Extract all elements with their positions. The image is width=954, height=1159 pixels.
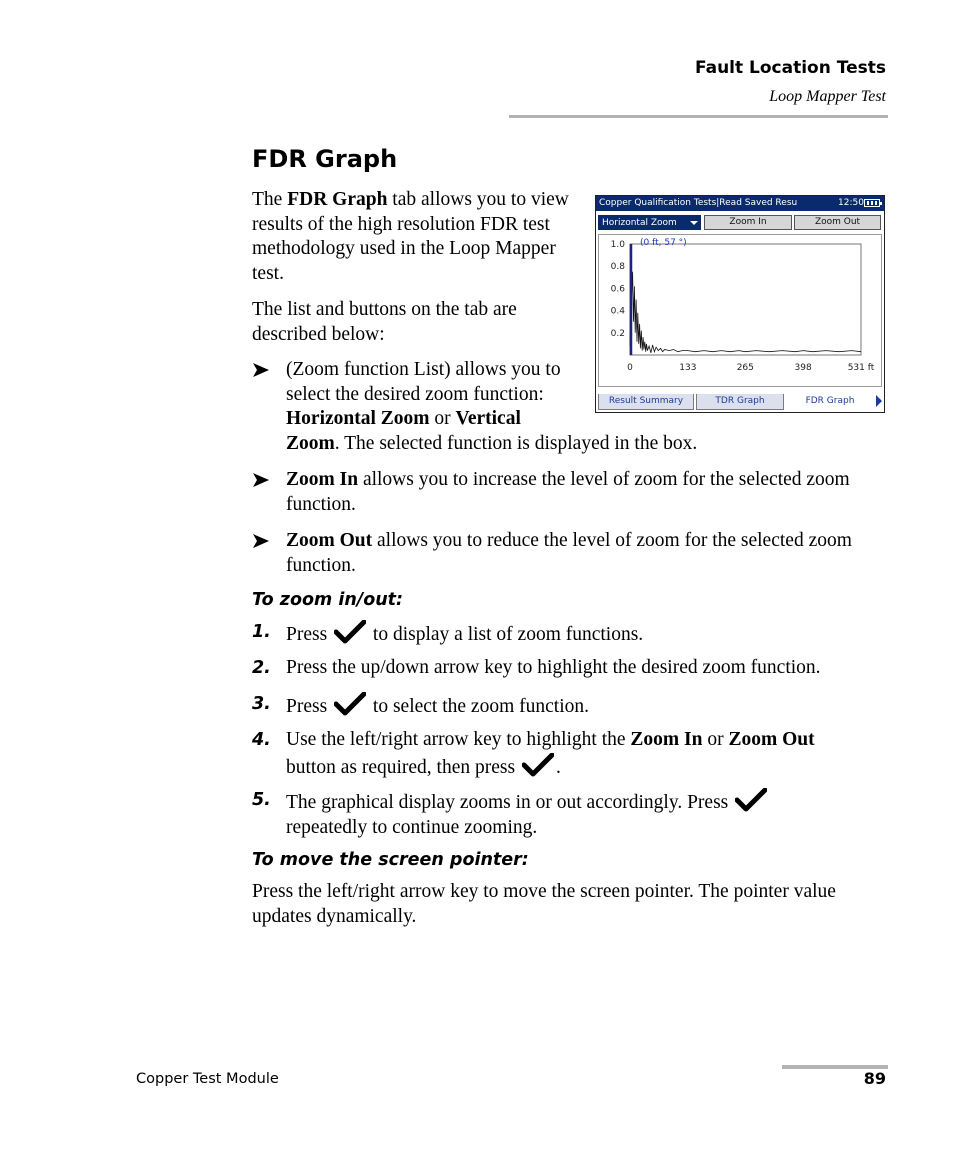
step-number: 3. [252,694,271,714]
bullet-bold: Vertical [455,408,521,429]
device-clock: 12:50 [838,198,864,208]
y-tick-label: 0.6 [610,284,625,295]
device-screenshot [595,195,885,413]
step-text: Press [286,624,333,645]
y-tick-label: 0.8 [610,262,625,273]
zoom-function-select[interactable] [598,215,701,230]
page-title: FDR Graph [252,145,398,173]
battery-icon [864,199,880,207]
dropdown-arrow-icon [690,221,698,225]
bullet-text: (Zoom function List) allows you to select the desired zoom function: [286,359,561,405]
tab-scroll-right-icon[interactable] [876,395,882,407]
section-subtitle: Loop Mapper Test [769,88,886,105]
device-tab-bar [596,392,884,412]
footer-product: Copper Test Module [136,1071,279,1087]
step-text: to select the zoom function. [368,696,589,717]
step-number: 2. [252,658,271,678]
pointer-readout: (0 ft, 57 °) [640,238,687,248]
zoom-in-button[interactable]: Zoom In [704,215,792,230]
step-text: Press the up/down arrow key to highlight the desired zoom function. [286,657,821,678]
tab-fdr-graph[interactable]: FDR Graph [786,394,874,410]
x-tick-label: 398 [794,363,812,373]
step-number: 4. [252,730,271,750]
step-number: 1. [252,622,271,642]
step-text: button as required, then press [286,756,520,778]
bullet-arrow-icon [252,362,270,378]
device-title: Copper Qualification Tests|Read Saved Resu [599,198,798,208]
step-text: The graphical display zooms in or out accordingly. Press [286,792,734,813]
device-titlebar [596,196,884,211]
bullet-text: . The selected function is displayed in the box. [334,433,698,454]
bullet-text: or [429,408,456,429]
step-text: . [555,756,561,778]
bullet-bold: Zoom [286,433,335,454]
step-bold: Zoom Out [728,729,815,750]
step-text: or [702,729,729,750]
y-tick-label: 0.4 [610,306,625,317]
procedure-title-zoom: To zoom in/out: [252,590,404,610]
x-tick-label: 0 [627,363,633,373]
step-text: Use the left/right arrow key to highlight the [286,729,631,750]
bullet-text: allows you to increase the level of zoom for the selected zoom function. [286,469,850,515]
bullet-bold: Zoom Out [286,530,373,551]
step-bold: Zoom In [630,729,703,750]
bullet-bold: Zoom In [286,469,359,490]
y-tick-label: 1.0 [610,240,625,250]
intro-bold: FDR Graph [287,189,388,210]
intro-paragraph-2: The list and buttons on the tab are described below: [252,299,517,345]
x-tick-label: 265 [736,363,754,373]
intro-paragraph [252,188,587,286]
bullet-text: allows you to reduce the level of zoom for the selected zoom function. [286,530,852,576]
pointer-paragraph: Press the left/right arrow key to move the screen pointer. The pointer value updates dynamically. [252,881,836,927]
x-tick-label: 133 [679,363,697,373]
step-text: repeatedly to continue zooming. [286,816,538,838]
header-rule [509,115,888,118]
tab-tdr-graph[interactable]: TDR Graph [696,394,784,410]
procedure-title-pointer: To move the screen pointer: [252,850,529,870]
bullet-bold: Horizontal Zoom [286,408,430,429]
page-number: 89 [863,1069,886,1088]
checkmark-key-icon [735,788,767,812]
y-tick-label: 0.2 [610,328,625,339]
chapter-title: Fault Location Tests [694,58,886,78]
zoom-function-value: Horizontal Zoom [602,218,677,228]
intro-text: The [252,189,288,210]
bullet-zoom-list-cont [286,432,886,457]
checkmark-key-icon [334,620,366,644]
bullet-arrow-icon [252,533,270,549]
plot-frame [630,244,861,355]
fdr-plot-panel[interactable] [598,234,882,387]
x-tick-label: 531 ft [847,363,875,373]
series-line [630,255,861,353]
fdr-chart[interactable] [599,235,881,386]
step-text: to display a list of zoom functions. [368,624,644,645]
bullet-arrow-icon [252,472,270,488]
step-text: Press [286,696,333,717]
checkmark-key-icon [522,753,554,777]
checkmark-key-icon [334,692,366,716]
step-number: 5. [252,790,271,810]
zoom-out-button[interactable]: Zoom Out [794,215,881,230]
intro-text: tab allows you to view results of the high resolution FDR test methodology used in the Loop Mapper test. [252,189,569,284]
tab-result-summary[interactable]: Result Summary [598,394,694,410]
